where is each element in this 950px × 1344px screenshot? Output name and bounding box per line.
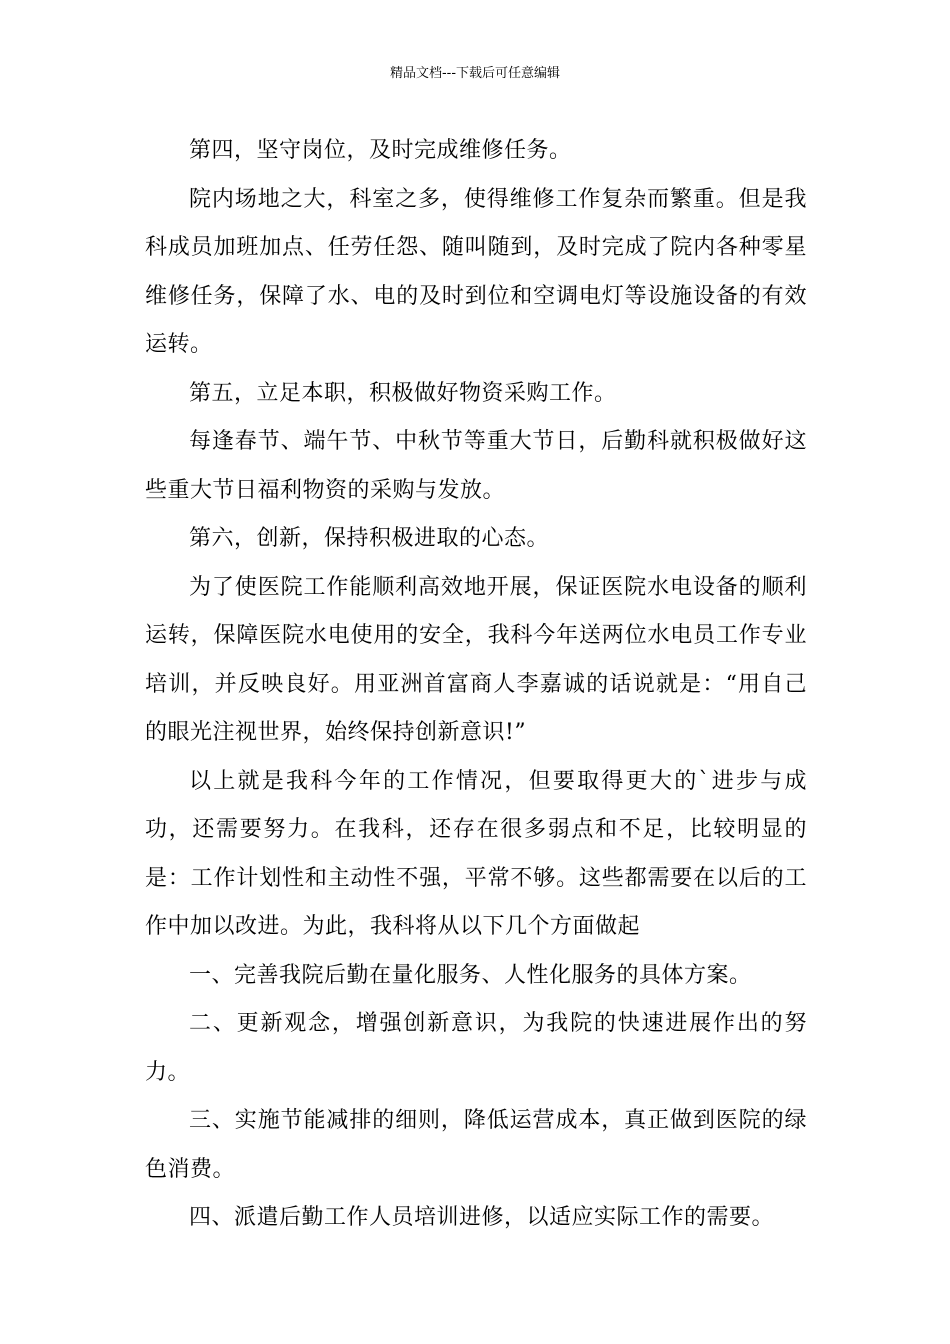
paragraph-summary: 以上就是我科今年的工作情况，但要取得更大的`进步与成功，还需要努力。在我科，还存在很多弱点和不足，比较明显的是：工作计划性和主动性不强，平常不够。这些都需要在以后的工作中加以改进。为此，我科将从以下几个方面做起 [145, 768, 807, 939]
paragraph-maintenance: 院内场地之大，科室之多，使得维修工作复杂而繁重。但是我科成员加班加点、任劳任怨、随叫随到，及时完成了院内各种零星维修任务，保障了水、电的及时到位和空调电灯等设施设备的有效运转。 [145, 186, 807, 357]
list-item-three: 三、实施节能减排的细则，降低运营成本，真正做到医院的绿色消费。 [145, 1108, 807, 1182]
paragraph-procurement: 每逢春节、端午节、中秋节等重大节日，后勤科就积极做好这些重大节日福利物资的采购与发放。 [145, 429, 807, 503]
paragraph-section-four-heading: 第四，坚守岗位，及时完成维修任务。 [189, 138, 572, 163]
paragraph-innovation: 为了使医院工作能顺利高效地开展，保证医院水电设备的顺利运转，保障医院水电使用的安全，我科今年送两位水电员工作专业培训，并反映良好。用亚洲首富商人李嘉诚的话说就是：“用自己的眼光注视世界，始终保持创新意识!” [145, 574, 807, 745]
list-item-four: 四、派遣后勤工作人员培训进修，以适应实际工作的需要。 [189, 1205, 775, 1230]
paragraph-section-six-heading: 第六，创新，保持积极进取的心态。 [189, 526, 550, 551]
paragraph-section-five-heading: 第五，立足本职，积极做好物资采购工作。 [189, 380, 617, 406]
document-body [145, 127, 807, 1243]
list-item-one: 一、完善我院后勤在量化服务、人性化服务的具体方案。 [189, 962, 752, 988]
page-header: 精品文档---下载后可任意编辑 [389, 66, 561, 81]
list-item-two: 二、更新观念，增强创新意识，为我院的快速进展作出的努力。 [145, 1011, 807, 1085]
